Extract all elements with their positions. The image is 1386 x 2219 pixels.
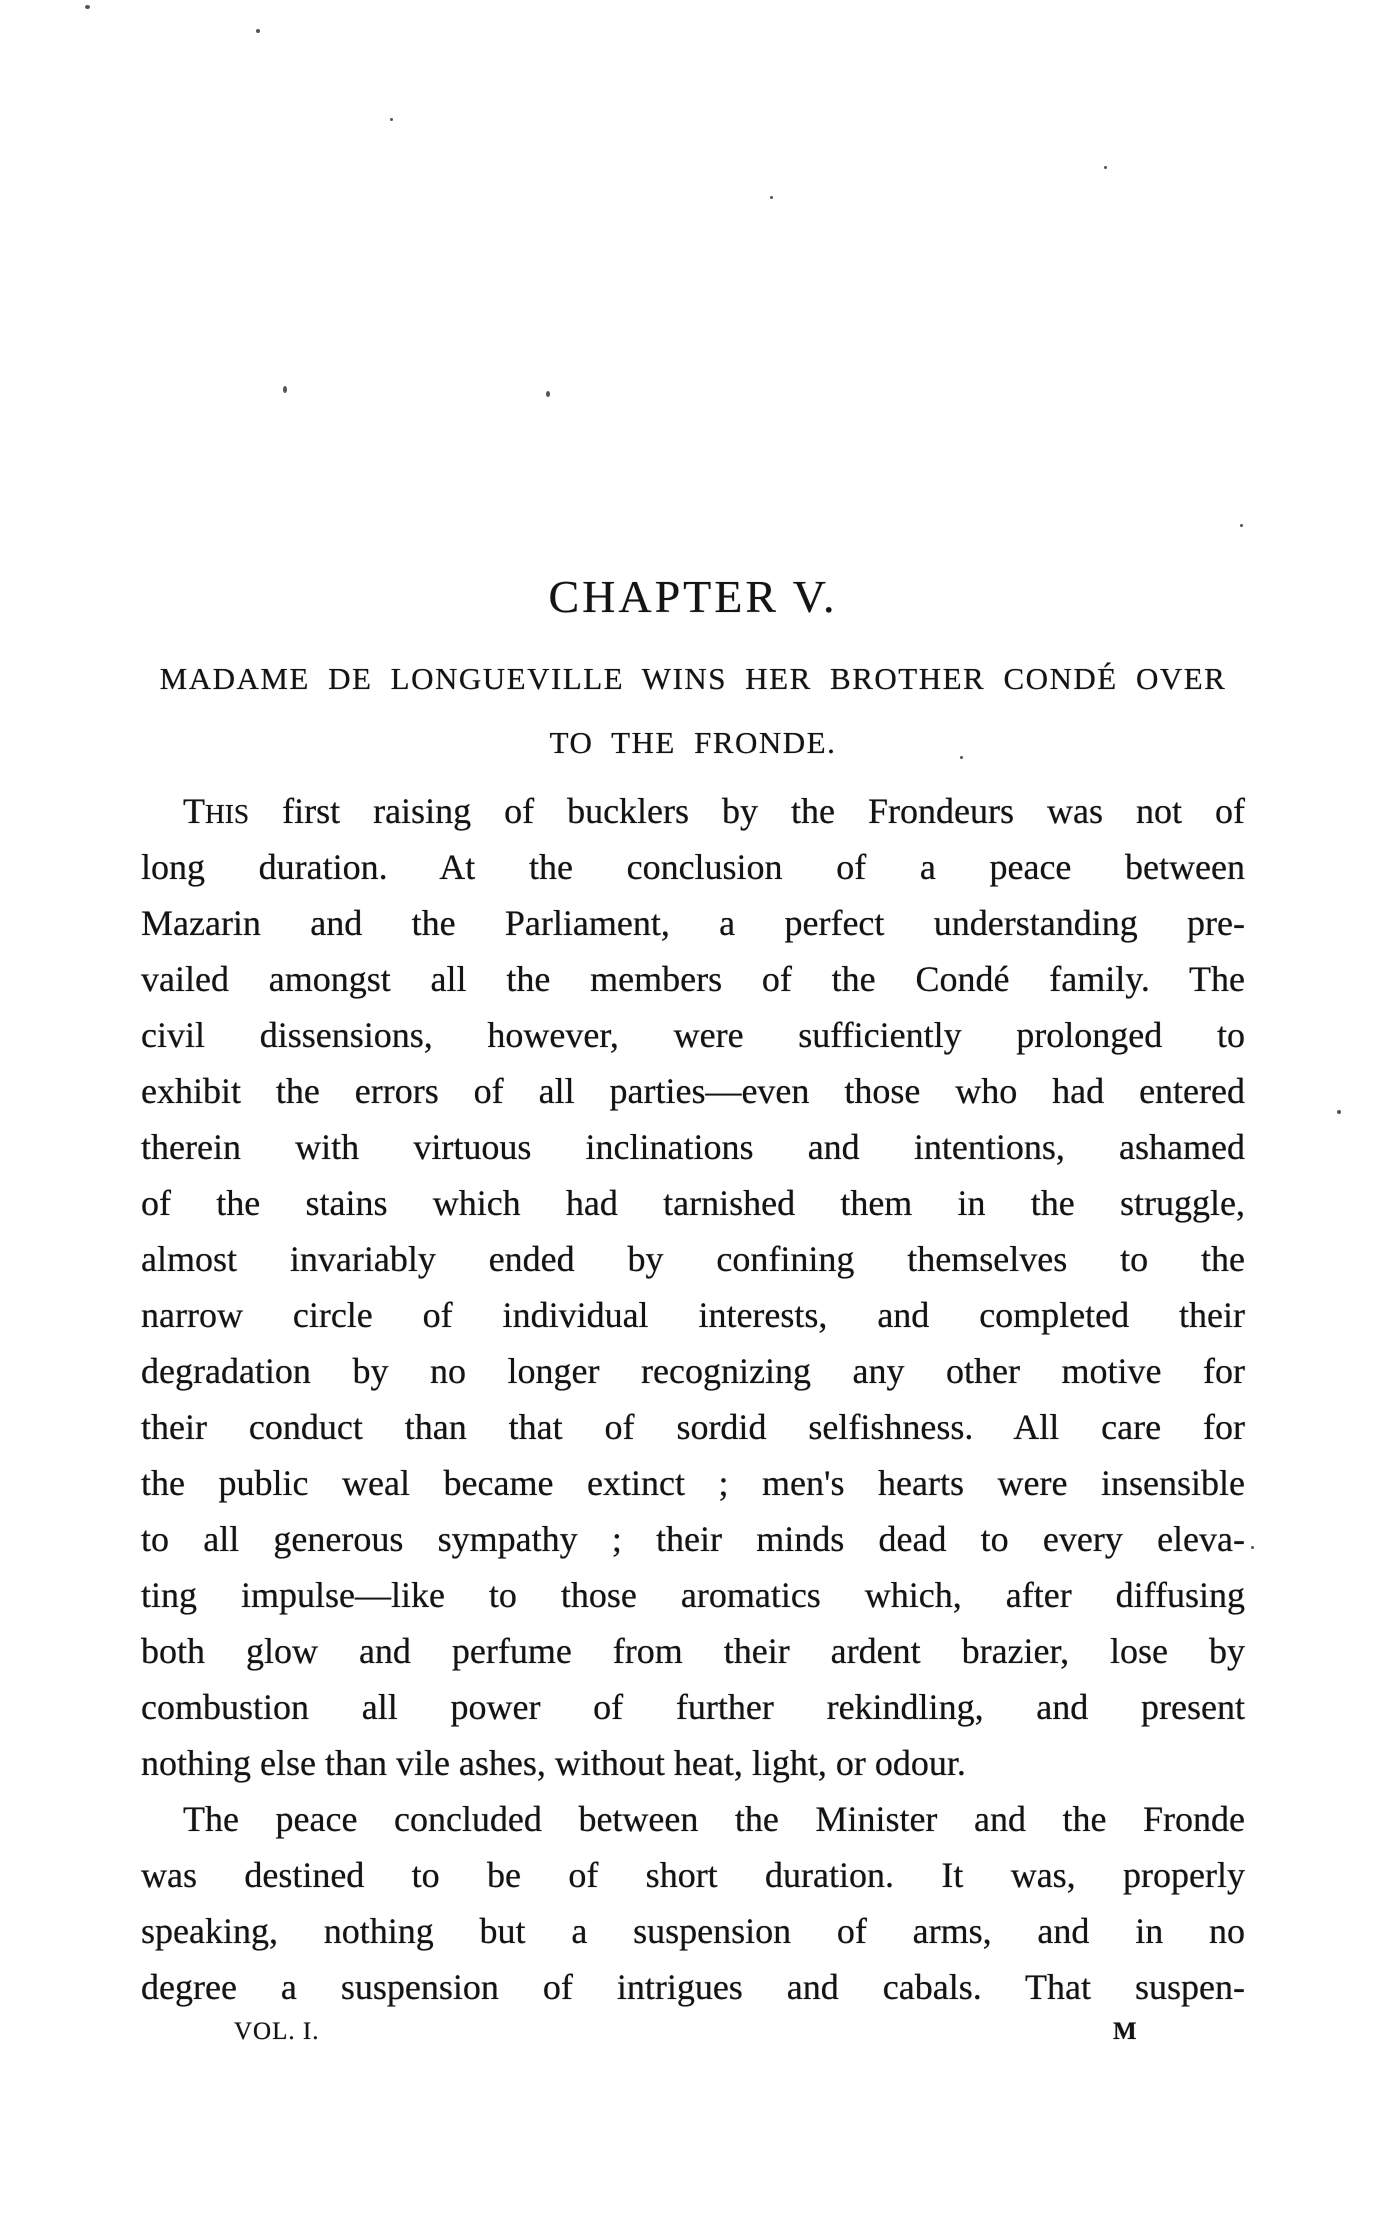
text-line: almost invariably ended by confining themselves to the <box>141 1239 1245 1279</box>
text-line: nothing else than vile ashes, without heat, light, or odour. <box>141 1743 966 1783</box>
text-line: the public weal became extinct ; men's hearts were insensible <box>141 1463 1245 1503</box>
text-line: speaking, nothing but a suspension of arms, and in no <box>141 1911 1245 1951</box>
text-line: ting impulse—like to those aromatics which, after diffusing <box>141 1575 1245 1615</box>
scan-speck <box>1251 1546 1254 1549</box>
scan-speck <box>546 391 550 397</box>
scan-speck <box>770 196 773 199</box>
text-line: THIS first raising of bucklers by the Frondeurs was not of <box>183 791 1245 831</box>
text-line: both glow and perfume from their ardent brazier, lose by <box>141 1631 1245 1671</box>
text-line: was destined to be of short duration. It was, properly <box>141 1855 1245 1895</box>
text-line: narrow circle of individual interests, and completed their <box>141 1295 1245 1335</box>
text-line: of the stains which had tarnished them in the struggle, <box>141 1183 1245 1223</box>
text-line: to all generous sympathy ; their minds dead to every eleva- <box>141 1519 1245 1559</box>
scan-speck <box>1337 1110 1341 1114</box>
scan-speck <box>256 29 260 33</box>
text-line: their conduct than that of sordid selfishness. All care for <box>141 1407 1245 1447</box>
volume-label: VOL. I. <box>234 2018 320 2045</box>
text-line: civil dissensions, however, were sufficiently prolonged to <box>141 1015 1245 1055</box>
text-line: long duration. At the conclusion of a peace between <box>141 847 1245 887</box>
text-line: Mazarin and the Parliament, a perfect understanding pre- <box>141 903 1245 943</box>
chapter-heading: CHAPTER V. <box>548 571 838 622</box>
text-line: vailed amongst all the members of the Condé family. The <box>141 959 1245 999</box>
scan-speck <box>1240 524 1243 527</box>
text-line: degree a suspension of intrigues and cabals. That suspen- <box>141 1967 1245 2007</box>
chapter-subtitle-line-1: MADAME DE LONGUEVILLE WINS HER BROTHER CONDÉ OVER <box>159 661 1227 696</box>
text-line: degradation by no longer recognizing any other motive for <box>141 1351 1245 1391</box>
text-line: The peace concluded between the Minister and the Fronde <box>183 1799 1245 1839</box>
scan-speck <box>390 118 393 121</box>
scan-speck <box>1104 166 1107 169</box>
chapter-subtitle-line-2: TO THE FRONDE. <box>549 725 837 760</box>
text-line: exhibit the errors of all parties—even those who had entered <box>141 1071 1245 1111</box>
text-line: combustion all power of further rekindling, and present <box>141 1687 1245 1727</box>
signature-mark: M <box>1113 2018 1137 2045</box>
body-text <box>141 783 1245 2015</box>
text-line: therein with virtuous inclinations and intentions, ashamed <box>141 1127 1245 1167</box>
scan-speck <box>283 386 287 393</box>
scan-speck <box>85 5 90 9</box>
